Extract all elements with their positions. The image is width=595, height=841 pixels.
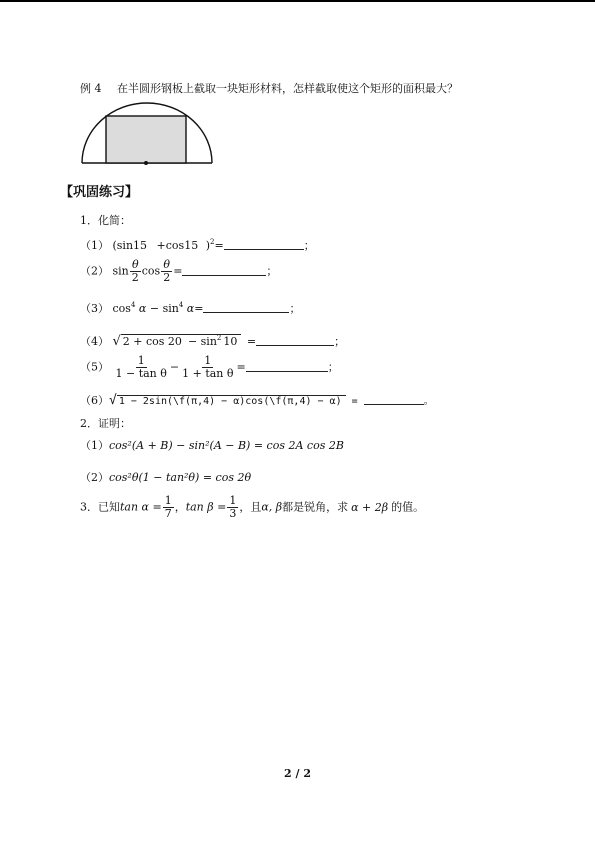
variable: α	[138, 302, 147, 315]
equals: =	[246, 335, 257, 348]
exponent: 4	[178, 301, 184, 309]
expr-part: )	[205, 239, 210, 252]
fraction: $\frac{1}{3}$	[229, 494, 237, 520]
q3-suffix: 的值。	[391, 500, 425, 514]
q2-item-1	[80, 437, 344, 453]
item-number: （3）	[80, 302, 109, 315]
item-number: （5）	[80, 360, 109, 374]
answer-blank[interactable]	[224, 238, 304, 250]
equals: =	[173, 264, 183, 278]
equals: =	[194, 302, 204, 315]
center-point	[144, 161, 148, 165]
page-number: 2 / 2	[284, 767, 311, 780]
equals: =	[236, 360, 246, 374]
punct: ，	[174, 500, 186, 514]
punct: ；	[334, 335, 346, 348]
fraction: $\frac{1}{7}$	[164, 494, 172, 520]
sqrt-radicand: $2 + \cos 20 - \sin^2 10$	[121, 334, 242, 348]
sqrt-radicand: 1 − 2sin(\f(π,4) − α)cos(\f(π,4) − α)	[117, 395, 346, 407]
example-4	[80, 80, 458, 96]
exponent: 4	[130, 301, 136, 309]
q3	[80, 495, 424, 520]
item-number: （4）	[80, 335, 109, 348]
q3-prefix: 3．已知	[80, 500, 120, 514]
punct: ；	[289, 302, 301, 315]
q1-item-1	[80, 237, 315, 253]
operator: −	[149, 302, 160, 315]
q1-item-4	[80, 333, 345, 349]
q1-item-6	[80, 392, 434, 408]
q3-text: ，且	[239, 500, 262, 514]
answer-blank[interactable]	[256, 334, 334, 346]
identity: cos²(A + B) − sin²(A − B) = cos 2A cos 2B	[109, 439, 344, 452]
punct: ；	[266, 264, 278, 278]
example-text: 在半圆形钢板上截取一块矩形材料，怎样截取使这个矩形的面积最大？	[117, 82, 458, 95]
item-number: （6）	[80, 394, 109, 407]
answer-blank[interactable]	[203, 301, 289, 313]
punct: ；	[327, 360, 339, 374]
fraction: $\frac{\theta}{2}$	[131, 258, 139, 284]
expr-part: (sin15	[112, 239, 148, 252]
expr-part: +cos15	[156, 239, 199, 252]
q1-item-3	[80, 300, 300, 316]
section-title: 【巩固练习】	[60, 185, 139, 200]
q1-item-2	[80, 259, 277, 284]
variable: α	[186, 302, 195, 315]
q1-item-5	[80, 355, 339, 380]
item-number: （1）	[80, 239, 109, 252]
fn-cos: cos	[112, 302, 131, 315]
equals: =	[351, 396, 358, 407]
answer-blank[interactable]	[246, 360, 328, 372]
identity: cos²θ(1 − tan²θ) = cos 2θ	[109, 471, 252, 484]
fraction: $\frac{\theta}{2}$	[163, 258, 171, 284]
equals: =	[214, 239, 224, 252]
inscribed-rectangle	[106, 116, 186, 163]
page-top-rule	[0, 0, 595, 2]
fn-sin: sin	[162, 302, 179, 315]
operator: −	[169, 360, 180, 374]
fraction: $\frac{1}{\text{1 − tan θ}}$	[115, 354, 167, 380]
item-number: （2）	[80, 264, 109, 278]
fn-sin: sin	[112, 264, 129, 278]
target-expr: α + 2β	[351, 500, 389, 514]
punct: ；	[303, 239, 315, 252]
sqrt-sign: √	[112, 334, 121, 349]
fn-cos: cos	[141, 264, 161, 278]
semicircle-rectangle-figure	[80, 96, 214, 168]
q2-item-2	[80, 469, 251, 485]
item-number: （1）	[80, 439, 109, 452]
q2-title: 2．证明：	[80, 417, 131, 430]
q3-text: 都是锐角，求	[282, 500, 349, 514]
variables: α, β	[261, 500, 283, 514]
fraction: $\frac{1}{\text{1 + tan θ}}$	[182, 354, 234, 380]
tan-alpha: tan α =	[120, 500, 162, 514]
tan-beta: tan β =	[185, 500, 227, 514]
exponent: 2	[210, 238, 215, 246]
punct: 。	[423, 396, 434, 407]
example-label: 例 4	[80, 82, 102, 95]
item-number: （2）	[80, 471, 109, 484]
answer-blank[interactable]	[182, 264, 266, 276]
q1-title: 1．化简：	[80, 214, 131, 227]
sqrt-sign: √	[109, 393, 117, 408]
answer-blank[interactable]	[364, 393, 424, 405]
